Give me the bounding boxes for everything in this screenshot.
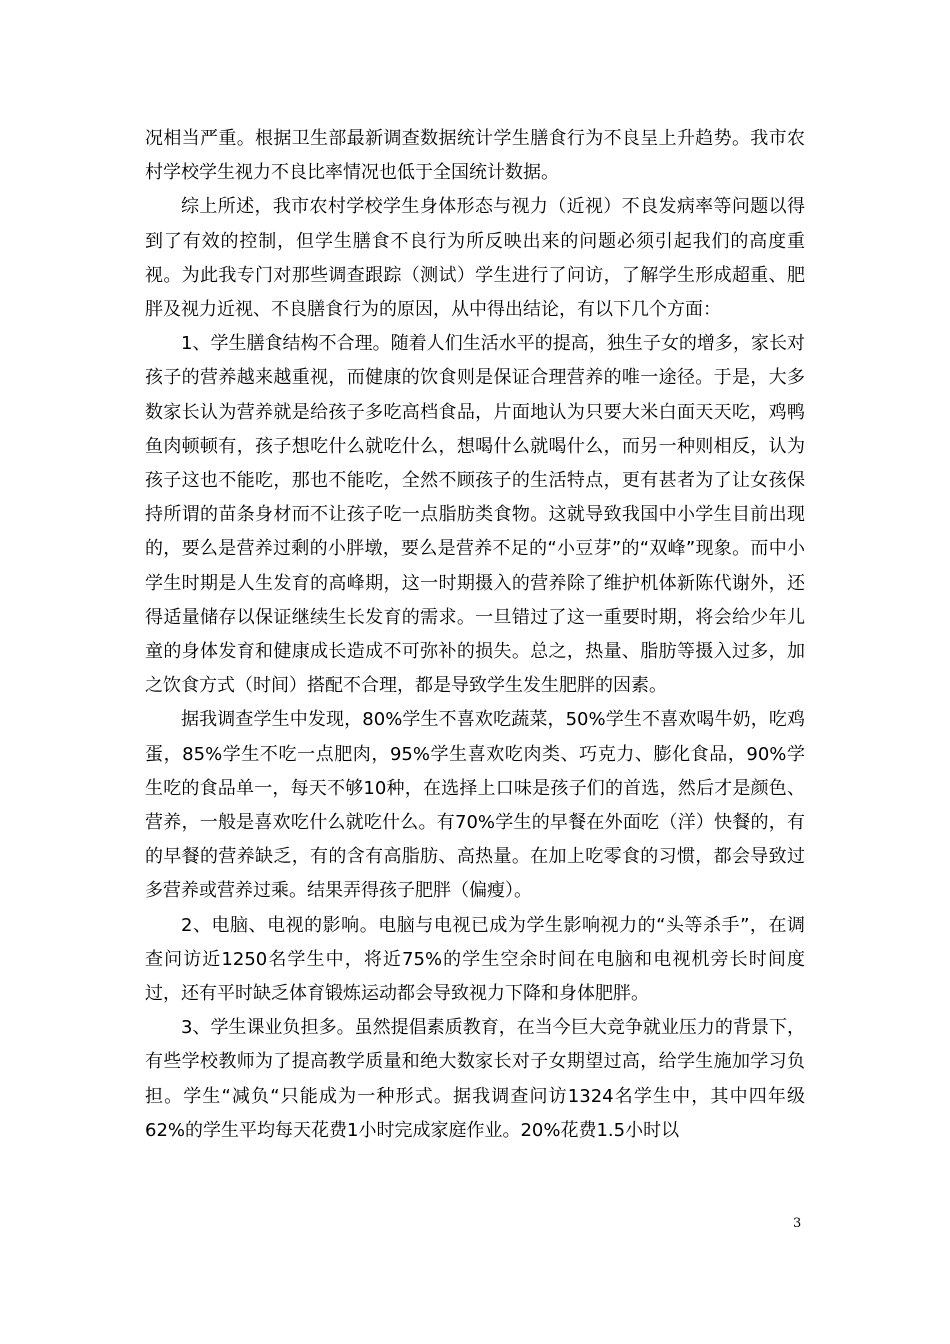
paragraph-survey-findings: 据我调查学生中发现，80%学生不喜欢吃蔬菜，50%学生不喜欢喝牛奶，吃鸡蛋，85%学生不吃一点肥肉，95%学生喜欢吃肉类、巧克力、膨化食品，90%学生吃的食品单一，每天不够10种，在选择上口味是孩子们的首选，然后才是颜色、营养，一般是喜欢吃什么就吃什么。有70%学生的早餐在外面吃（洋）快餐的，有的早餐的营养缺乏，有的含有高脂肪、高热量。在加上吃零食的习惯，都会导致过多营养或营养过乘。结果弄得孩子肥胖（偏瘦）。 [145, 709, 805, 902]
body-text [145, 122, 805, 1148]
paragraph-homework-burden: 3、学生课业负担多。虽然提倡素质教育，在当今巨大竞争就业压力的背景下，有些学校教师为了提高教学质量和绝大数家长对子女期望过高，给学生施加学习负担。学生“减负“只能成为一种形式。据我调查问访1324名学生中，其中四年级62%的学生平均每天花费1小时完成家庭作业。20%花费1.5小时以 [145, 1017, 805, 1141]
paragraph-diet-structure: 1、学生膳食结构不合理。随着人们生活水平的提高，独生子女的增多，家长对孩子的营养越来越重视，而健康的饮食则是保证合理营养的唯一途径。于是，大多数家长认为营养就是给孩子多吃高档食品，片面地认为只要大米白面天天吃，鸡鸭鱼肉顿顿有，孩子想吃什么就吃什么，想喝什么就喝什么，而另一种则相反，认为孩子这也不能吃，那也不能吃，全然不顾孩子的生活特点，更有甚者为了让女孩保持所谓的苗条身材而不让孩子吃一点脂肪类食物。这就导致我国中小学生目前出现的，要么是营养过剩的小胖墩，要么是营养不足的“小豆芽”的“双峰”现象。而中小学生时期是人生发育的高峰期，这一时期摄入的营养除了维护机体新陈代谢外，还得适量储存以保证继续生长发育的需求。一旦错过了这一重要时期，将会给少年儿童的身体发育和健康成长造成不可弥补的损失。总之，热量、脂肪等摄入过多，加之饮食方式（时间）搭配不合理，都是导致学生发生肥胖的因素。 [145, 333, 805, 697]
paragraph-intro-continued: 况相当严重。根据卫生部最新调查数据统计学生膳食行为不良呈上升趋势。我市农村学校学生视力不良比率情况也低于全国统计数据。 [145, 128, 805, 184]
paragraph-computer-tv: 2、电脑、电视的影响。电脑与电视已成为学生影响视力的“头等杀手”，在调查问访近1250名学生中，将近75%的学生空余时间在电脑和电视机旁长时间度过，还有平时缺乏体育锻炼运动都会导致视力下降和身体肥胖。 [145, 914, 805, 1005]
page-number: 3 [793, 1216, 802, 1231]
paragraph-summary: 综上所述，我市农村学校学生身体形态与视力（近视）不良发病率等问题以得到了有效的控制，但学生膳食不良行为所反映出来的问题必须引起我们的高度重视。为此我专门对那些调查跟踪（测试）学生进行了问访，了解学生形成超重、肥胖及视力近视、不良膳食行为的原因，从中得出结论，有以下几个方面： [145, 196, 805, 321]
